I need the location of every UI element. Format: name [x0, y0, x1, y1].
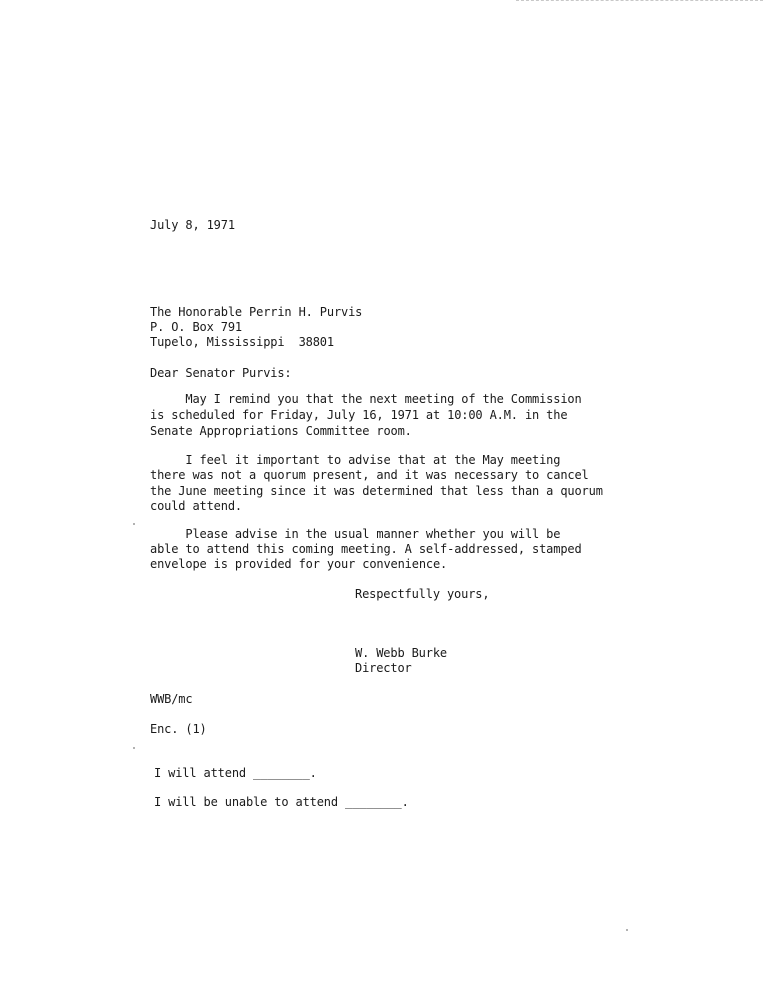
- reply-attend-line: I will attend ________.: [154, 766, 317, 780]
- signer-name: W. Webb Burke: [355, 646, 447, 660]
- paragraph-1-line-1: May I remind you that the next meeting of the Commission: [150, 392, 582, 406]
- reference-initials: WWB/mc: [150, 692, 193, 706]
- salutation: Dear Senator Purvis:: [150, 366, 292, 380]
- paragraph-1-line-2: is scheduled for Friday, July 16, 1971 at 10:00 A.M. in the: [150, 408, 568, 422]
- paragraph-2-line-3: the June meeting since it was determined that less than a quorum: [150, 484, 603, 498]
- paragraph-3-line-1: Please advise in the usual manner whether you will be: [150, 527, 561, 541]
- paper-speck: [133, 523, 135, 525]
- enclosure-note: Enc. (1): [150, 722, 207, 736]
- paragraph-2-line-4: could attend.: [150, 499, 242, 513]
- paper-speck: [133, 747, 135, 749]
- reply-unable-line: I will be unable to attend ________.: [154, 795, 409, 809]
- recipient-address-line1: P. O. Box 791: [150, 320, 242, 334]
- letter-date: July 8, 1971: [150, 218, 235, 232]
- paper-speck: [626, 929, 628, 931]
- paragraph-1-line-3: Senate Appropriations Committee room.: [150, 424, 412, 438]
- page-edge-mark: [516, 0, 763, 3]
- paragraph-2-line-2: there was not a quorum present, and it was necessary to cancel: [150, 468, 589, 482]
- closing: Respectfully yours,: [355, 587, 490, 601]
- paragraph-3-line-2: able to attend this coming meeting. A self-addressed, stamped: [150, 542, 582, 556]
- signer-title: Director: [355, 661, 412, 675]
- recipient-name: The Honorable Perrin H. Purvis: [150, 305, 363, 319]
- recipient-address-line2: Tupelo, Mississippi 38801: [150, 335, 334, 349]
- paragraph-2-line-1: I feel it important to advise that at the May meeting: [150, 453, 561, 467]
- paragraph-3-line-3: envelope is provided for your convenience.: [150, 557, 448, 571]
